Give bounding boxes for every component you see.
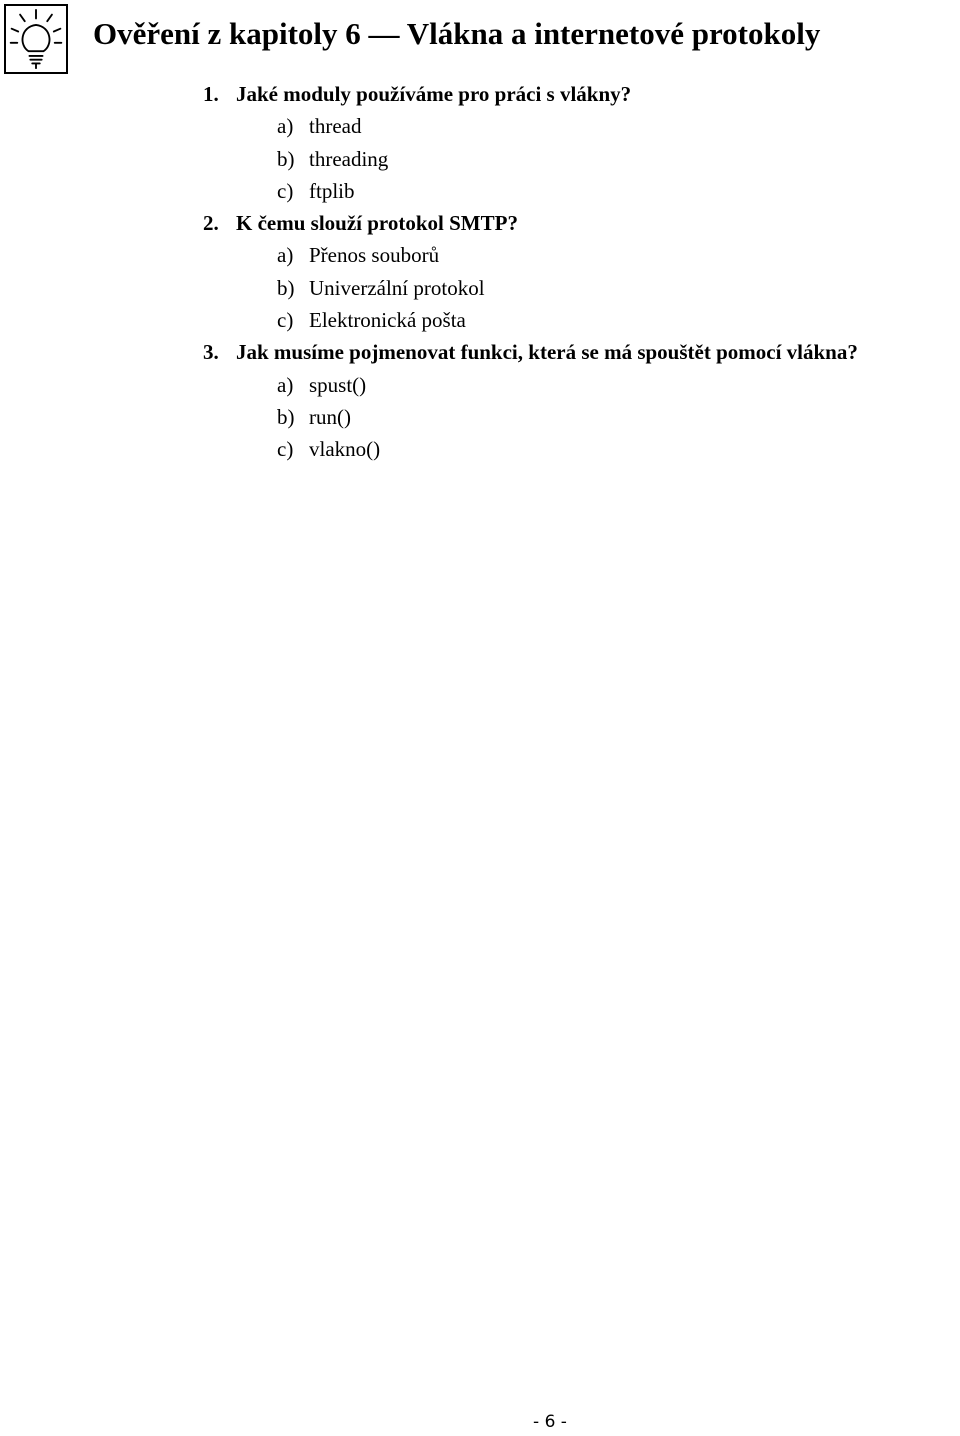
option-letter: a) [277, 372, 294, 397]
question-list [0, 78, 960, 466]
answer-option [0, 401, 960, 433]
option-letter: a) [277, 114, 294, 139]
question-3 [0, 336, 960, 368]
question-number: 2. [203, 211, 219, 236]
option-letter: c) [277, 178, 294, 203]
option-text: Přenos souborů [309, 243, 440, 268]
page-title: Ověření z kapitoly 6 — Vlákna a internetové protokoly [93, 16, 821, 51]
option-text: run() [309, 404, 351, 429]
option-letter: b) [277, 404, 295, 429]
answer-option [0, 110, 960, 142]
question-1 [0, 78, 960, 110]
option-text: Univerzální protokol [309, 275, 485, 300]
option-text: threading [309, 146, 389, 171]
page-number: - 6 - [533, 1412, 567, 1432]
answer-option [0, 143, 960, 175]
answer-option [0, 175, 960, 207]
answer-option [0, 304, 960, 336]
option-letter: b) [277, 146, 295, 171]
option-letter: b) [277, 275, 295, 300]
option-text: thread [309, 114, 362, 139]
question-number: 3. [203, 340, 219, 365]
question-text: Jaké moduly používáme pro práci s vlákny? [236, 82, 632, 106]
question-2 [0, 207, 960, 239]
answer-option [0, 272, 960, 304]
lightbulb-icon [4, 4, 68, 74]
answer-option [0, 433, 960, 465]
question-text: K čemu slouží protokol SMTP? [236, 211, 518, 236]
answer-option [0, 369, 960, 401]
option-text: ftplib [309, 178, 355, 203]
option-text: Elektronická pošta [309, 308, 466, 333]
question-number: 1. [203, 82, 219, 106]
question-text: Jak musíme pojmenovat funkci, která se má spouštět pomocí vlákna? [236, 340, 858, 365]
option-letter: c) [277, 437, 294, 462]
answer-option [0, 239, 960, 271]
option-text: vlakno() [309, 437, 381, 462]
option-letter: a) [277, 243, 294, 268]
option-letter: c) [277, 308, 294, 333]
option-text: spust() [309, 372, 367, 397]
